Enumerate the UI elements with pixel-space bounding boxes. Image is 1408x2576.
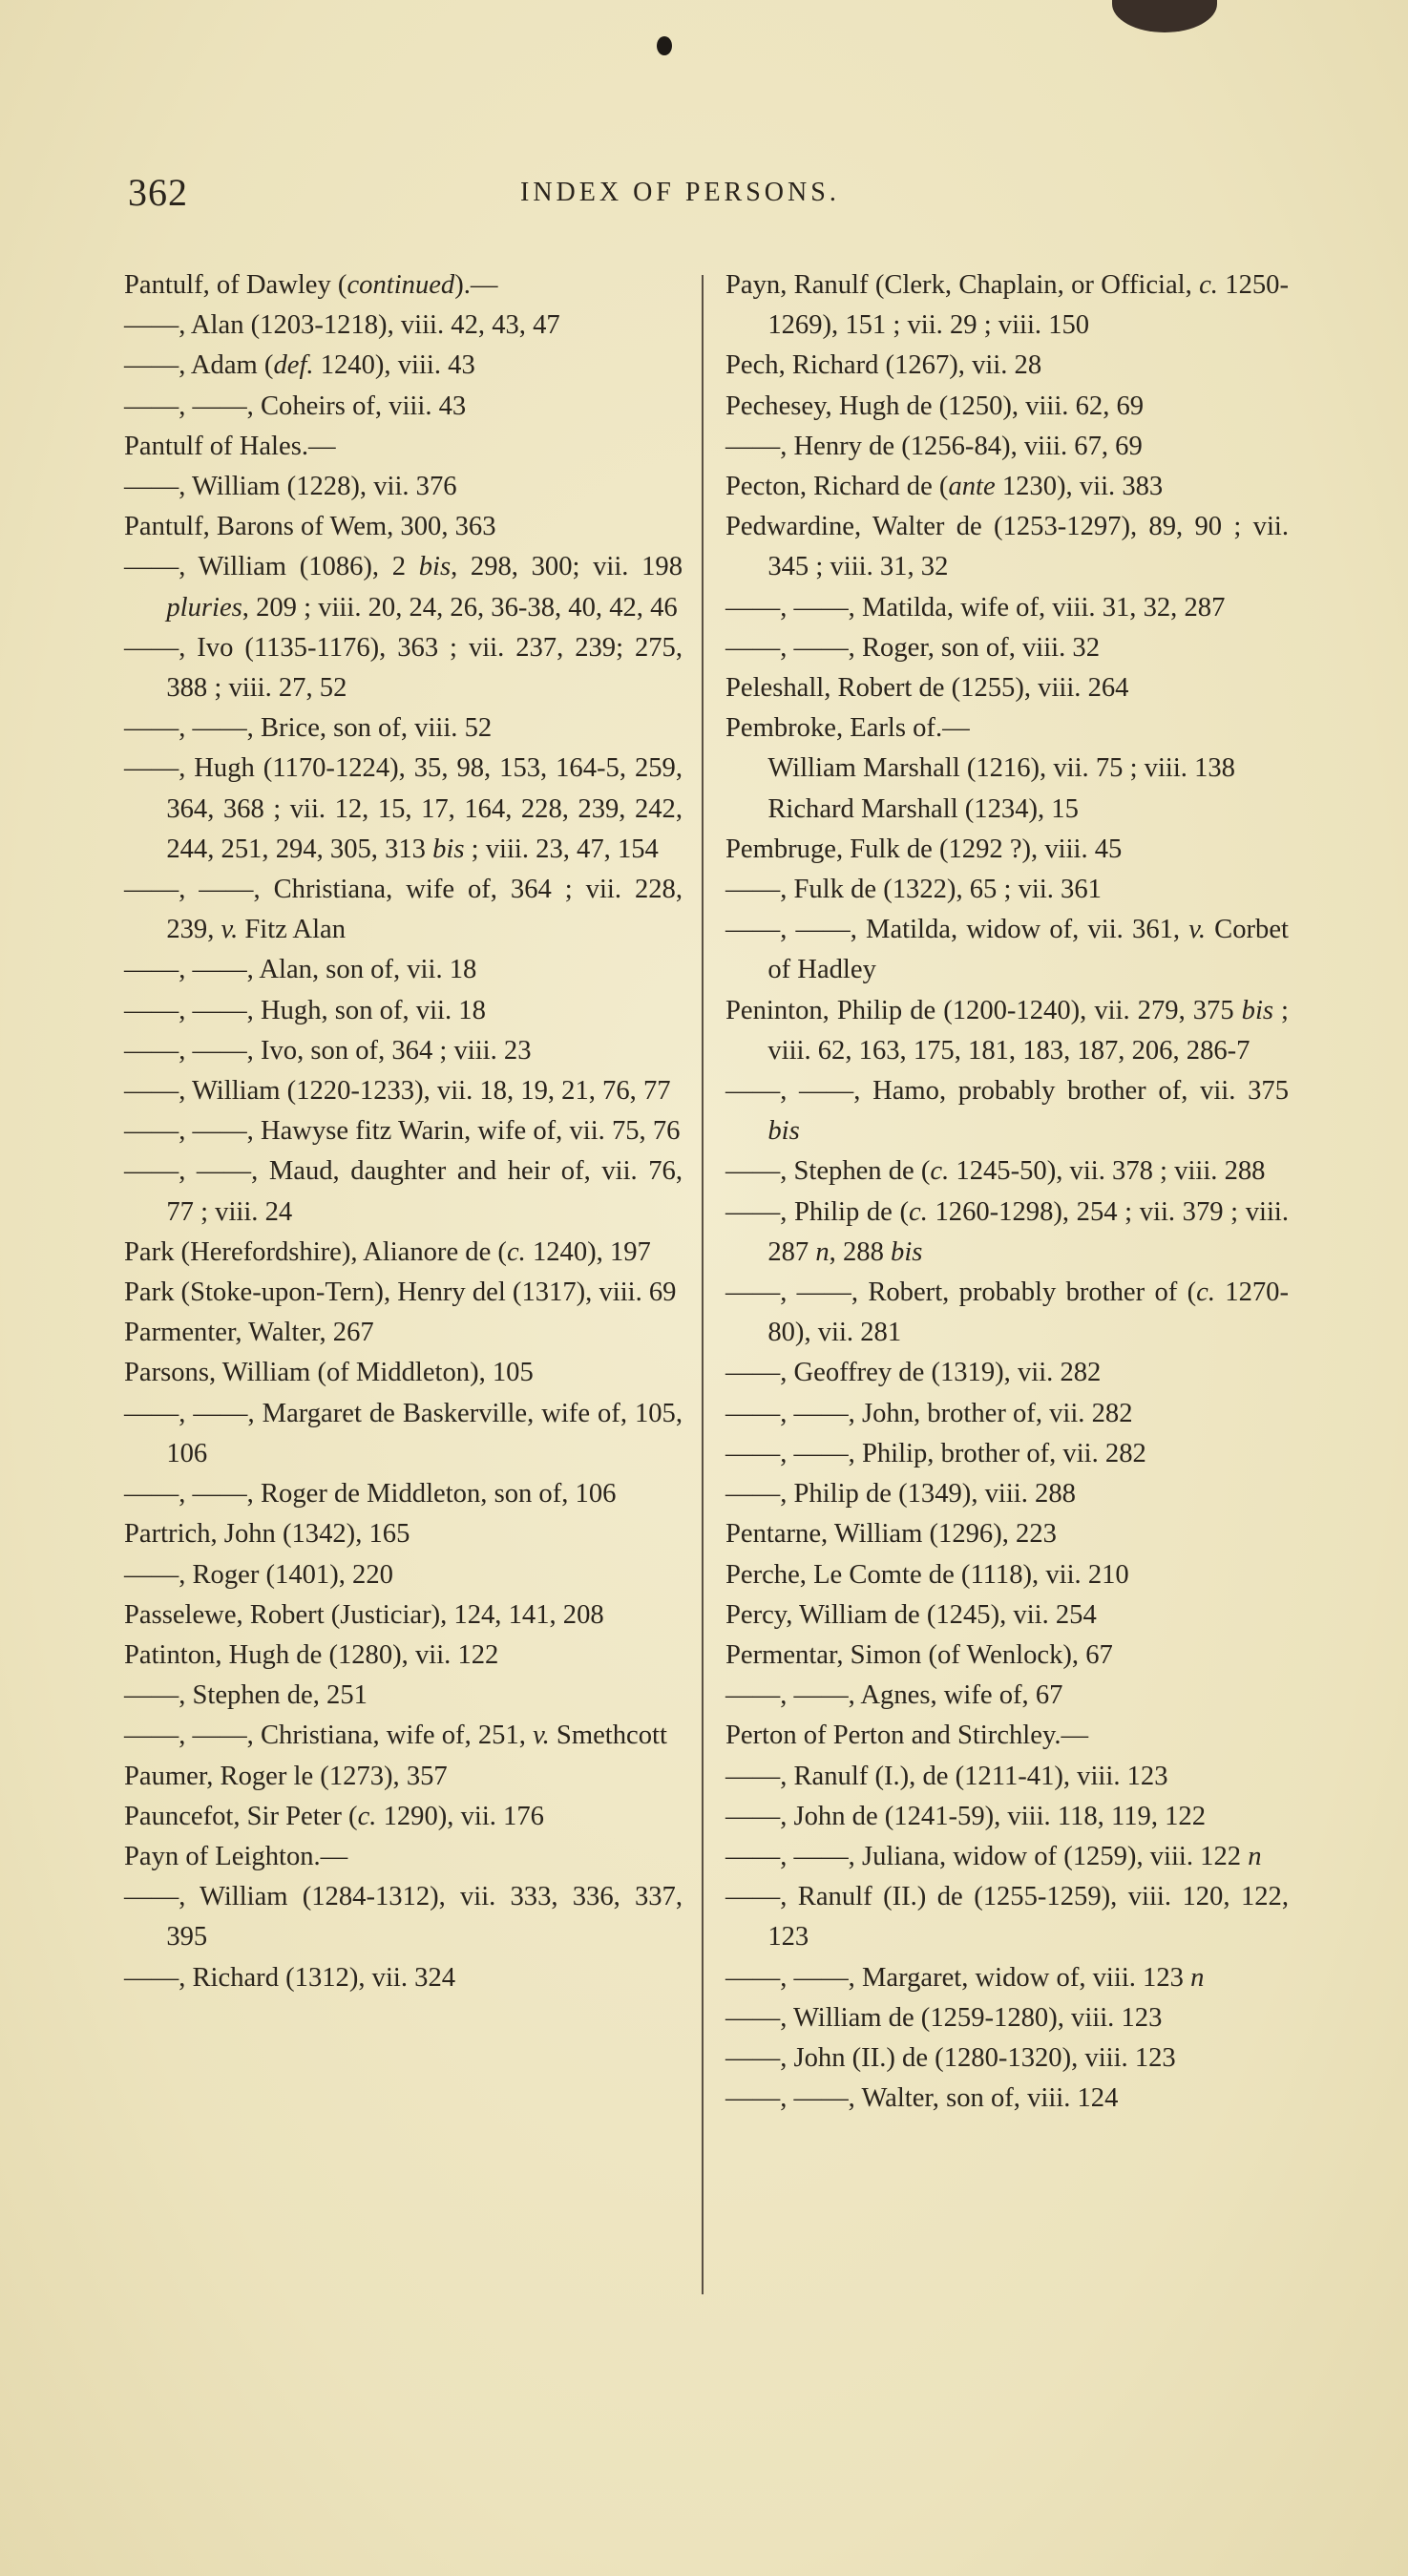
index-entry: ——, ——, Robert, probably brother of (c. 1270-80), vii. 281 bbox=[725, 1277, 1289, 1348]
index-entry: ——, ——, Matilda, widow of, vii. 361, v. Corbet of Hadley bbox=[725, 915, 1289, 985]
index-entry: William Marshall (1216), vii. 75 ; viii. 138 bbox=[767, 753, 1235, 784]
index-entry: ——, Adam (def. 1240), viii. 43 bbox=[124, 350, 475, 381]
index-entry: ——, ——, Ivo, son of, 364 ; viii. 23 bbox=[124, 1035, 532, 1066]
index-entry: ——, ——, Coheirs of, viii. 43 bbox=[124, 391, 467, 421]
index-entry: Parmenter, Walter, 267 bbox=[124, 1318, 374, 1348]
index-entry: Pembroke, Earls of.— bbox=[725, 713, 970, 744]
index-entry: ——, ——, Christiana, wife of, 364 ; vii. 228, 239, v. Fitz Alan bbox=[124, 875, 683, 945]
index-entry: Pedwardine, Walter de (1253-1297), 89, 90 ; vii. 345 ; viii. 31, 32 bbox=[725, 512, 1289, 582]
index-entry: ——, ——, Maud, daughter and heir of, vii. 76, 77 ; viii. 24 bbox=[124, 1156, 683, 1227]
index-entry: Pantulf, of Dawley (continued).— bbox=[124, 270, 498, 300]
index-entry: Perton of Perton and Stirchley.— bbox=[725, 1721, 1089, 1751]
index-entry: ——, William (1284-1312), vii. 333, 336, 337, 395 bbox=[124, 1882, 683, 1953]
index-entry: Patinton, Hugh de (1280), vii. 122 bbox=[124, 1639, 499, 1670]
index-entry: ——, Stephen de, 251 bbox=[124, 1680, 368, 1711]
index-entry: Payn, Ranulf (Clerk, Chaplain, or Official, c. 1250-1269), 151 ; vii. 29 ; viii. 150 bbox=[725, 270, 1289, 341]
index-entry: Pecton, Richard de (ante 1230), vii. 383 bbox=[725, 472, 1164, 502]
index-entry: Perche, Le Comte de (1118), vii. 210 bbox=[725, 1559, 1129, 1590]
running-head: INDEX OF PERSONS. bbox=[520, 178, 840, 207]
index-entry: Peleshall, Robert de (1255), viii. 264 bbox=[725, 673, 1129, 704]
index-entry: Partrich, John (1342), 165 bbox=[124, 1519, 410, 1550]
index-column-right bbox=[725, 265, 1289, 2119]
index-entry: ——, Geoffrey de (1319), vii. 282 bbox=[725, 1358, 1102, 1388]
index-entry: ——, ——, Margaret, widow of, viii. 123 n bbox=[725, 1962, 1205, 1993]
ink-blot bbox=[1112, 0, 1217, 32]
index-entry: Peninton, Philip de (1200-1240), vii. 279, 375 bis ; viii. 62, 163, 175, 181, 183, 187, 206, 286-7 bbox=[725, 995, 1289, 1066]
index-entry: Percy, William de (1245), vii. 254 bbox=[725, 1599, 1097, 1630]
index-entry: Passelewe, Robert (Justiciar), 124, 141, 208 bbox=[124, 1599, 604, 1630]
index-column-left bbox=[124, 265, 683, 1998]
index-entry: ——, ——, Philip, brother of, vii. 282 bbox=[725, 1438, 1146, 1468]
index-entry: ——, John de (1241-59), viii. 118, 119, 122 bbox=[725, 1801, 1207, 1831]
index-entry: Pentarne, William (1296), 223 bbox=[725, 1519, 1057, 1550]
index-entry: ——, Philip de (1349), viii. 288 bbox=[725, 1479, 1076, 1510]
index-entry: ——, William de (1259-1280), viii. 123 bbox=[725, 2002, 1163, 2033]
index-entry: ——, Fulk de (1322), 65 ; vii. 361 bbox=[725, 875, 1102, 905]
index-entry: ——, Hugh (1170-1224), 35, 98, 153, 164-5, 259, 364, 368 ; vii. 12, 15, 17, 164, 228, 239, 242, 244, 251, 294, 305, 313 bis ; viii. 23, 47, 154 bbox=[124, 753, 683, 864]
index-entry: Pantulf, Barons of Wem, 300, 363 bbox=[124, 512, 496, 542]
index-entry: ——, ——, Walter, son of, viii. 124 bbox=[725, 2083, 1119, 2114]
index-entry: Parsons, William (of Middleton), 105 bbox=[124, 1358, 534, 1388]
index-entry: ——, William (1086), 2 bis, 298, 300; vii. 198 pluries, 209 ; viii. 20, 24, 26, 36-38, 40, 42, 46 bbox=[124, 552, 683, 623]
index-entry: ——, Philip de (c. 1260-1298), 254 ; vii. 379 ; viii. 287 n, 288 bis bbox=[725, 1196, 1289, 1267]
index-entry: Paumer, Roger le (1273), 357 bbox=[124, 1761, 448, 1791]
index-entry: Pechesey, Hugh de (1250), viii. 62, 69 bbox=[725, 391, 1145, 421]
index-entry: ——, ——, Brice, son of, viii. 52 bbox=[124, 713, 493, 744]
page-number: 362 bbox=[128, 171, 188, 214]
index-entry: ——, Ranulf (II.) de (1255-1259), viii. 120, 122, 123 bbox=[725, 1882, 1289, 1953]
index-entry: ——, Richard (1312), vii. 324 bbox=[124, 1962, 456, 1993]
index-entry: Permentar, Simon (of Wenlock), 67 bbox=[725, 1639, 1113, 1670]
index-entry: Pantulf of Hales.— bbox=[124, 431, 336, 461]
index-entry: ——, Roger (1401), 220 bbox=[124, 1559, 393, 1590]
index-entry: Pembruge, Fulk de (1292 ?), viii. 45 bbox=[725, 834, 1123, 864]
index-entry: ——, ——, Juliana, widow of (1259), viii. 122 n bbox=[725, 1841, 1262, 1871]
index-entry: Payn of Leighton.— bbox=[124, 1841, 348, 1871]
index-entry: ——, ——, Alan, son of, vii. 18 bbox=[124, 955, 477, 985]
index-entry: ——, ——, Roger, son of, viii. 32 bbox=[725, 632, 1101, 663]
index-entry: Richard Marshall (1234), 15 bbox=[767, 793, 1079, 824]
index-entry: ——, ——, Margaret de Baskerville, wife of, 105, 106 bbox=[124, 1398, 683, 1468]
index-entry: ——, ——, Roger de Middleton, son of, 106 bbox=[124, 1479, 617, 1510]
index-entry: ——, ——, John, brother of, vii. 282 bbox=[725, 1398, 1133, 1428]
index-entry: Pech, Richard (1267), vii. 28 bbox=[725, 350, 1042, 381]
index-entry: ——, ——, Hawyse fitz Warin, wife of, vii. 75, 76 bbox=[124, 1116, 681, 1147]
index-entry: ——, ——, Matilda, wife of, viii. 31, 32, 287 bbox=[725, 592, 1226, 623]
index-entry: ——, ——, Hamo, probably brother of, vii. 375 bis bbox=[725, 1076, 1289, 1147]
index-entry: ——, ——, Christiana, wife of, 251, v. Smethcott bbox=[124, 1721, 667, 1751]
index-entry: Park (Herefordshire), Alianore de (c. 1240), 197 bbox=[124, 1236, 651, 1267]
index-entry: ——, William (1220-1233), vii. 18, 19, 21, 76, 77 bbox=[124, 1076, 671, 1107]
binding-hole bbox=[657, 36, 672, 55]
index-entry: ——, William (1228), vii. 376 bbox=[124, 472, 457, 502]
index-entry: Pauncefot, Sir Peter (c. 1290), vii. 176 bbox=[124, 1801, 544, 1831]
index-entry: ——, John (II.) de (1280-1320), viii. 123 bbox=[725, 2042, 1176, 2073]
index-entry: ——, Henry de (1256-84), viii. 67, 69 bbox=[725, 431, 1143, 461]
index-entry: ——, Ranulf (I.), de (1211-41), viii. 123 bbox=[725, 1761, 1168, 1791]
index-entry: ——, Ivo (1135-1176), 363 ; vii. 237, 239; 275, 388 ; viii. 27, 52 bbox=[124, 632, 683, 704]
column-divider bbox=[702, 275, 704, 2294]
index-entry: Park (Stoke-upon-Tern), Henry del (1317), viii. 69 bbox=[124, 1277, 677, 1308]
index-entry: ——, Stephen de (c. 1245-50), vii. 378 ; viii. 288 bbox=[725, 1156, 1266, 1187]
index-entry: ——, ——, Agnes, wife of, 67 bbox=[725, 1680, 1063, 1711]
page-header bbox=[0, 170, 1408, 227]
index-entry: ——, Alan (1203-1218), viii. 42, 43, 47 bbox=[124, 310, 560, 341]
index-entry: ——, ——, Hugh, son of, vii. 18 bbox=[124, 995, 486, 1025]
